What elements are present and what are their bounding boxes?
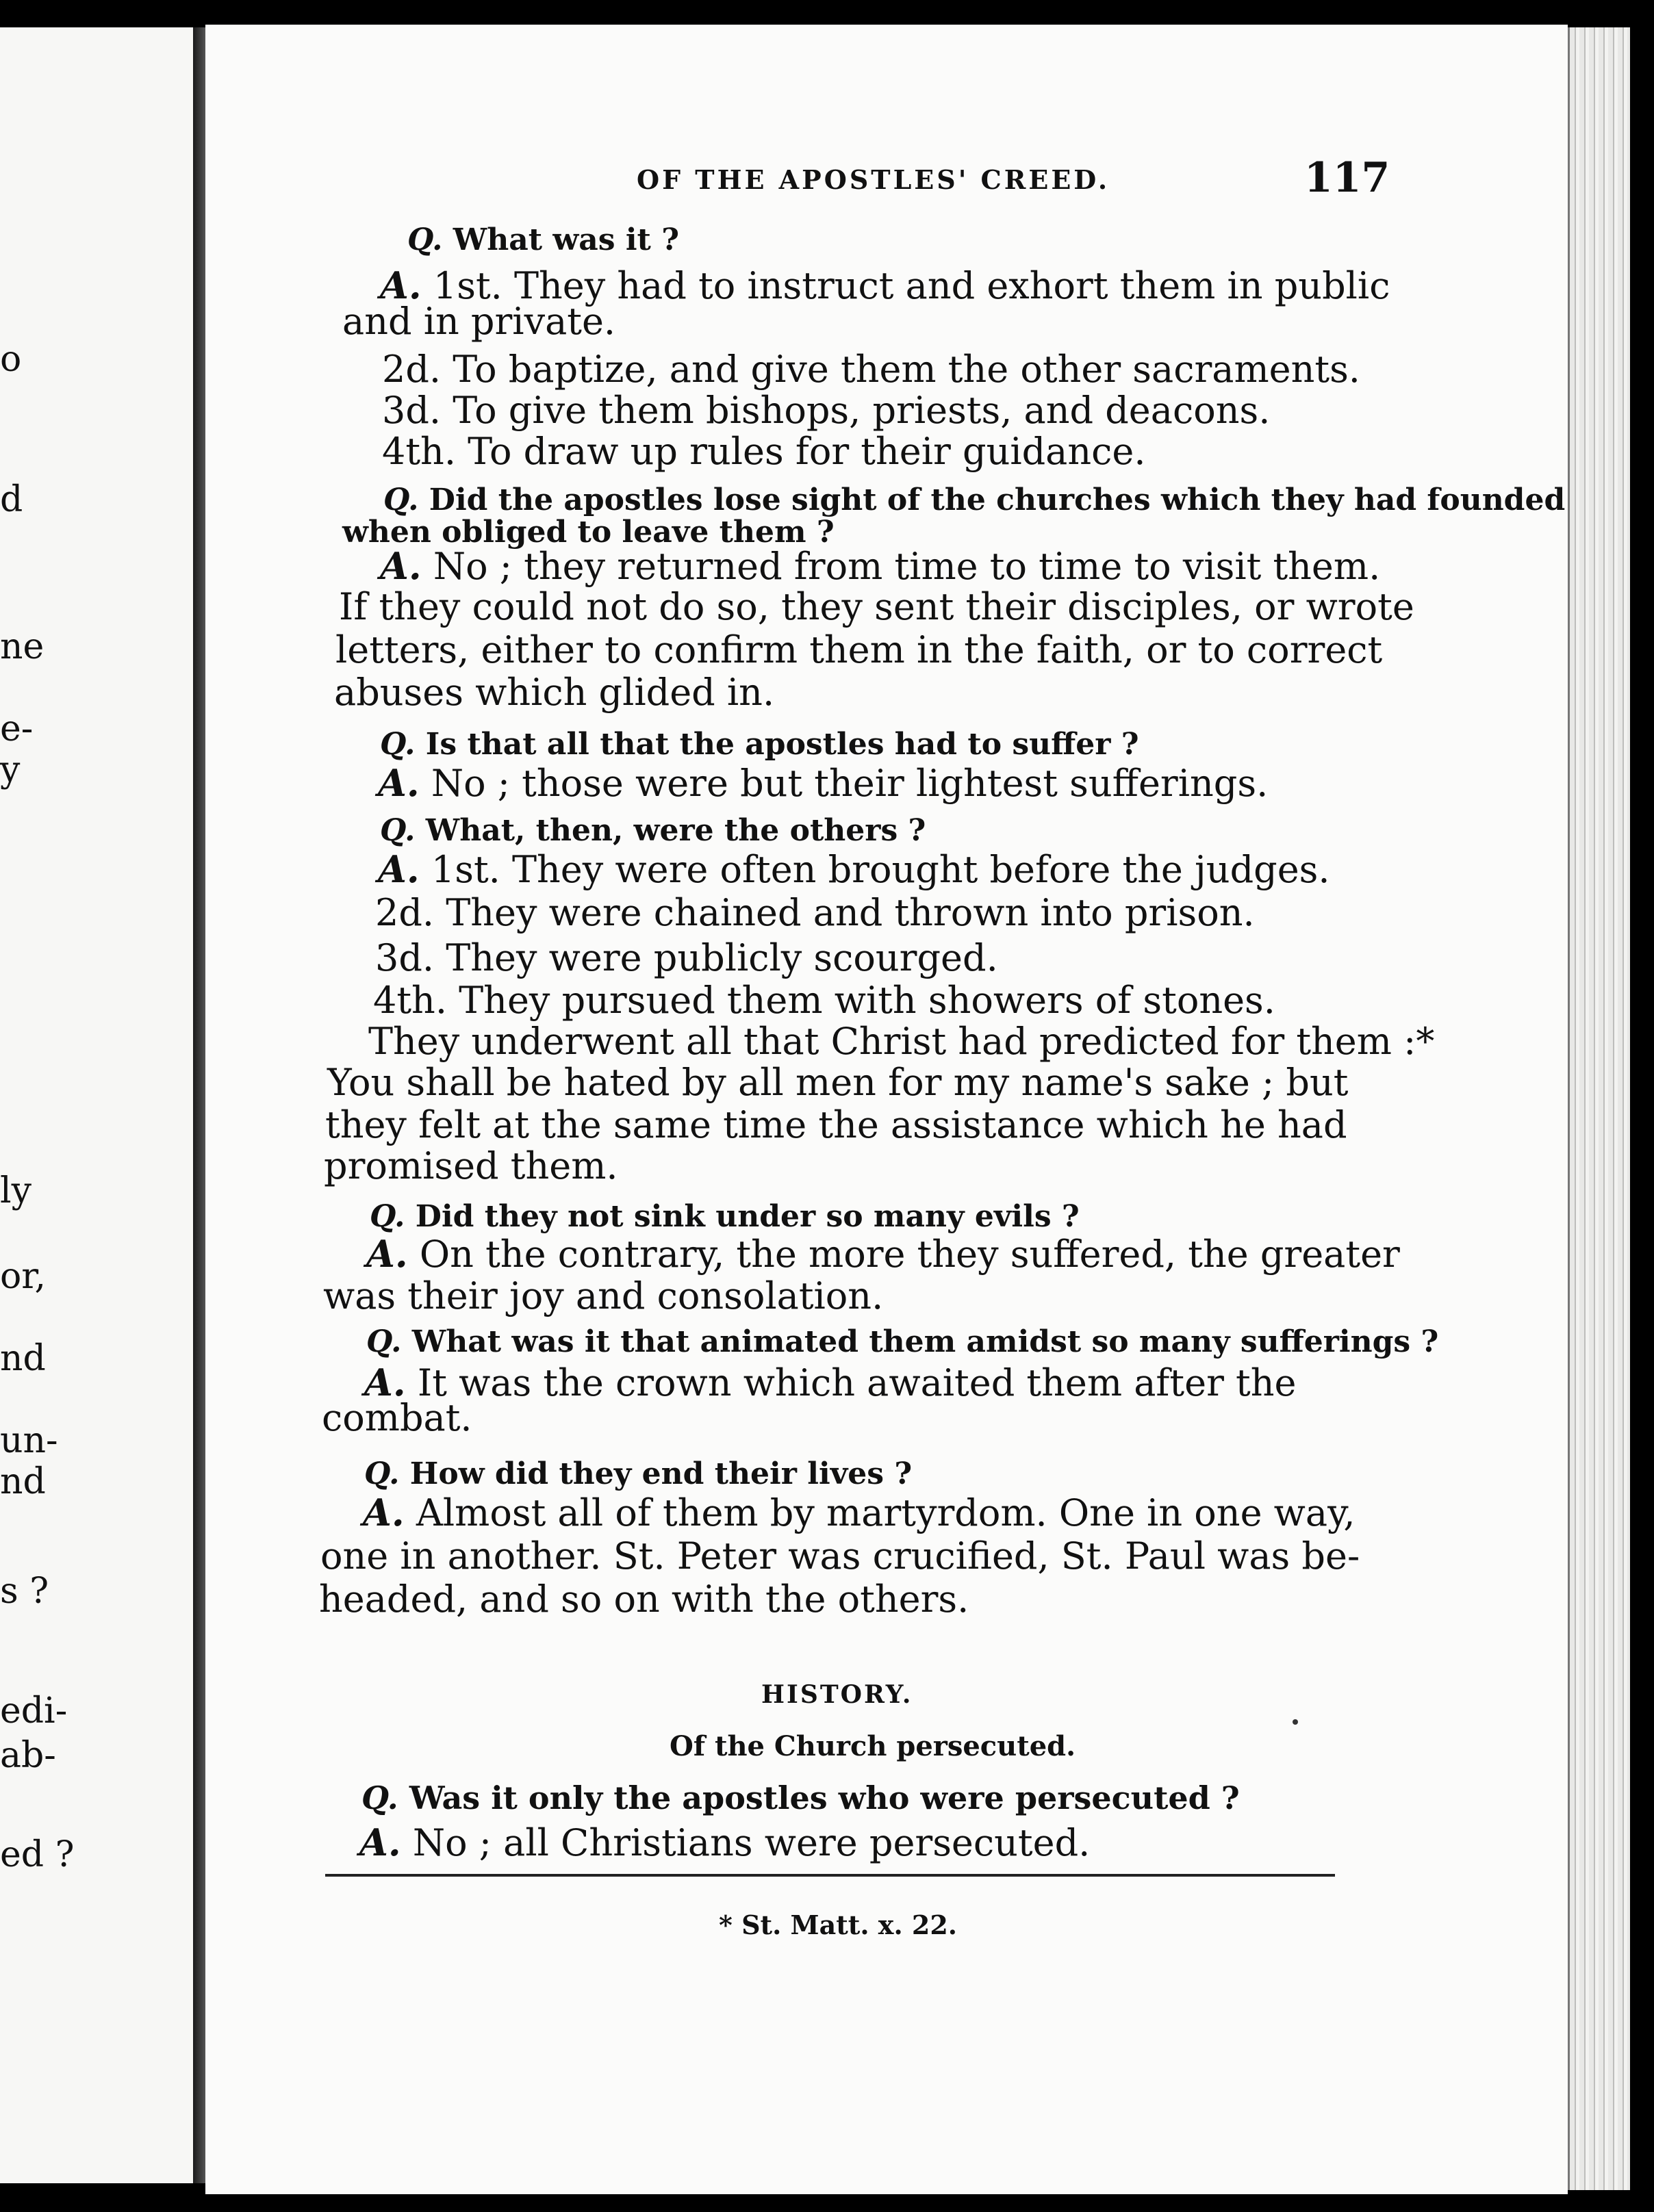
answer-label: A.: [366, 1232, 408, 1276]
left-fragment: s ?: [0, 1571, 49, 1612]
answer-label: A.: [359, 1821, 401, 1864]
answer-line: [378, 847, 1330, 891]
question-text: What, then, were the others ?: [425, 813, 926, 848]
left-fragment: ly: [0, 1170, 32, 1211]
paragraph-line: they felt at the same time the assistance which he had: [325, 1103, 1347, 1146]
answer-text: 1st. They were often brought before the judges.: [431, 848, 1330, 891]
answer-line: was their joy and consolation.: [323, 1274, 884, 1317]
question-label: Q.: [380, 813, 416, 848]
answer-text: No ; they returned from time to time to visit them.: [433, 545, 1381, 588]
question: [380, 727, 1139, 762]
question-text: Is that all that the apostles had to suffer ?: [425, 727, 1139, 762]
left-fragment: o: [0, 339, 22, 380]
question-text: What was it that animated them amidst so many sufferings ?: [411, 1324, 1439, 1359]
answer-line: combat.: [322, 1396, 472, 1439]
section-subtitle: Of the Church persecuted.: [670, 1730, 1076, 1762]
question-label: Q.: [361, 1779, 398, 1816]
answer-line: [366, 1232, 1400, 1276]
answer-label: A.: [380, 544, 422, 588]
answer-line: abuses which glided in.: [334, 671, 775, 714]
question: [366, 1324, 1438, 1359]
left-fragment: ed ?: [0, 1834, 75, 1875]
answer-line: 3d. To give them bishops, priests, and deacons.: [382, 389, 1271, 432]
left-fragment: y: [0, 749, 21, 790]
question-text: How did they end their lives ?: [409, 1456, 913, 1491]
left-fragment: e-: [0, 708, 34, 749]
question-label: Q.: [364, 1456, 400, 1491]
answer-line: and in private.: [342, 300, 616, 343]
question-label: Q.: [383, 483, 419, 517]
answer-line: headed, and so on with the others.: [319, 1578, 969, 1621]
question-text: Was it only the apostles who were persecuted ?: [409, 1779, 1240, 1816]
answer-line: 4th. They pursued them with showers of stones.: [373, 979, 1275, 1022]
footnote: * St. Matt. x. 22.: [719, 1909, 958, 1940]
answer-text: Almost all of them by martyrdom. One in one way,: [416, 1491, 1356, 1534]
left-fragment: nd: [0, 1461, 46, 1502]
question-text: Did the apostles lose sight of the churches which they had founded: [429, 483, 1566, 517]
question: [364, 1456, 912, 1491]
left-fragment: un-: [0, 1420, 58, 1461]
answer-line: 3d. They were publicly scourged.: [375, 936, 998, 979]
answer-text: It was the crown which awaited them after the: [417, 1361, 1297, 1404]
question-label: Q.: [380, 727, 416, 762]
page-edges: [1568, 27, 1630, 2190]
question-text: Did they not sink under so many evils ?: [415, 1199, 1080, 1234]
previous-page: [0, 27, 197, 2183]
paragraph-line: You shall be hated by all men for my name's sake ; but: [327, 1061, 1349, 1104]
question-line: when obliged to leave them ?: [342, 515, 835, 550]
question: [407, 222, 679, 257]
answer-line: 4th. To draw up rules for their guidance.: [382, 430, 1146, 473]
question: [383, 483, 1565, 517]
answer-text: No ; all Christians were persecuted.: [412, 1821, 1091, 1864]
answer-line: 2d. They were chained and thrown into prison.: [375, 891, 1255, 934]
left-fragment: d: [0, 479, 23, 520]
left-fragment: ne: [0, 626, 44, 667]
answer-line: If they could not do so, they sent their disciples, or wrote: [339, 585, 1414, 628]
answer-text: On the contrary, the more they suffered, the greater: [419, 1233, 1400, 1276]
answer-label: A.: [380, 263, 422, 307]
question-label: Q.: [366, 1324, 402, 1359]
question-text: What was it ?: [453, 222, 679, 257]
question-label: Q.: [370, 1199, 405, 1234]
answer-line: letters, either to confirm them in the faith, or to correct: [335, 628, 1383, 671]
answer-label: A.: [378, 761, 420, 805]
left-fragment: or,: [0, 1256, 46, 1297]
left-fragment: nd: [0, 1338, 46, 1379]
question: [361, 1779, 1240, 1816]
running-head: OF THE APOSTLES' CREED.: [637, 164, 1110, 195]
left-fragment: ab-: [0, 1735, 56, 1776]
answer-line: [380, 544, 1380, 588]
section-title: HISTORY.: [761, 1680, 913, 1709]
question-label: Q.: [407, 222, 443, 257]
answer-text: No ; those were but their lightest sufferings.: [431, 762, 1269, 805]
answer-line: one in another. St. Peter was crucified, St. Paul was be-: [320, 1534, 1360, 1578]
answer-text: 1st. They had to instruct and exhort them in public: [433, 264, 1390, 307]
answer-label: A.: [364, 1361, 406, 1404]
left-fragment: edi-: [0, 1690, 68, 1732]
answer-line: [359, 1821, 1090, 1864]
footnote-rule: [325, 1874, 1335, 1877]
paragraph-line: They underwent all that Christ had predicted for them :*: [368, 1020, 1435, 1063]
answer-line: 2d. To baptize, and give them the other sacraments.: [382, 348, 1360, 391]
question: [380, 813, 926, 848]
answer-label: A.: [363, 1491, 405, 1534]
speck: [1293, 1719, 1298, 1725]
question: [370, 1199, 1080, 1234]
paragraph-line: promised them.: [324, 1144, 618, 1187]
page-number: 117: [1304, 154, 1390, 202]
answer-line: [363, 1491, 1356, 1534]
answer-line: [364, 1361, 1296, 1404]
answer-line: [378, 761, 1268, 805]
answer-label: A.: [378, 847, 420, 891]
